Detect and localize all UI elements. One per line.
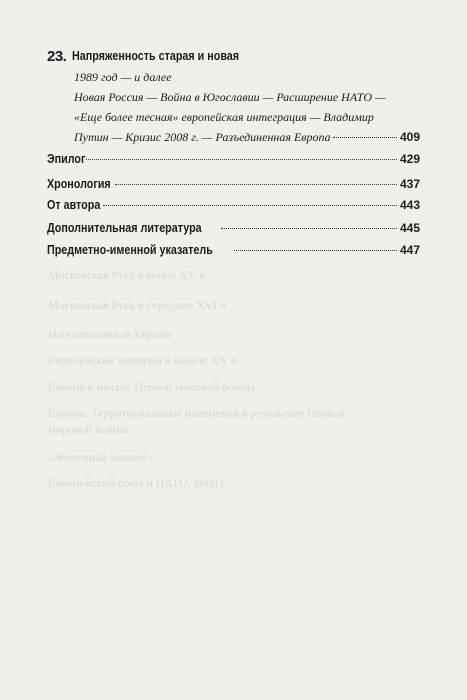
chapter-topics-text: Путин — Кризис 2008 г. — Разъединенная Европа [74,130,331,144]
toc-entry-label: Хронология [47,177,111,191]
show-through-text: Европа: Территориальные изменения в результате Первой [48,406,346,420]
chapter-page-number: 409 [399,130,420,144]
dot-leader [221,228,397,229]
dot-leader [333,137,396,138]
chapter-topics-line: «Еще более тесная» европейская интеграция — Владимир [74,110,374,124]
dot-leader [115,184,397,185]
show-through-text: Московская Русь в середине XVI в. [48,298,230,312]
show-through-text: «Железный занавес» [48,450,154,464]
show-through-text: Московская Русь в конце XV в. [48,268,208,282]
toc-page-number: 443 [399,198,420,212]
toc-page-number: 437 [399,177,420,191]
toc-entry-chronology [47,177,420,191]
toc-entry-label: Предметно-именной указатель [47,243,213,257]
toc-entry-label: Дополнительная литература [47,221,202,235]
show-through-text: мировой войны [48,422,128,436]
toc-entry-from-author [47,198,420,212]
show-through-text: Европа к началу Первой мировой войны [48,380,255,394]
toc-entry-index [47,243,420,257]
toc-entry-epilogue [47,152,420,166]
show-through-text: Европейские империи в начале XX в. [48,353,240,367]
toc-entry-further-reading [47,221,420,235]
dot-leader [103,205,397,206]
toc-entry-label: Эпилог [47,152,86,166]
chapter-topics-line-last [74,130,420,145]
show-through-text: Наполеоновская Европа [48,327,171,341]
chapter-title: Напряженность старая и новая [72,49,240,63]
dot-leader [234,250,397,251]
chapter-topics-line: Новая Россия — Война в Югославии — Расширение НАТО — [74,90,386,104]
toc-entry-label: От автора [47,198,101,212]
toc-page-number: 447 [399,243,420,257]
chapter-subtitle: 1989 год — и далее [74,70,172,84]
dot-leader [86,159,397,160]
show-through-text: Европейский союз и НАТО, 2008 г. [48,476,228,490]
toc-page-number: 445 [399,221,420,235]
toc-page-number: 429 [399,152,420,166]
chapter-number: 23. [47,48,67,65]
